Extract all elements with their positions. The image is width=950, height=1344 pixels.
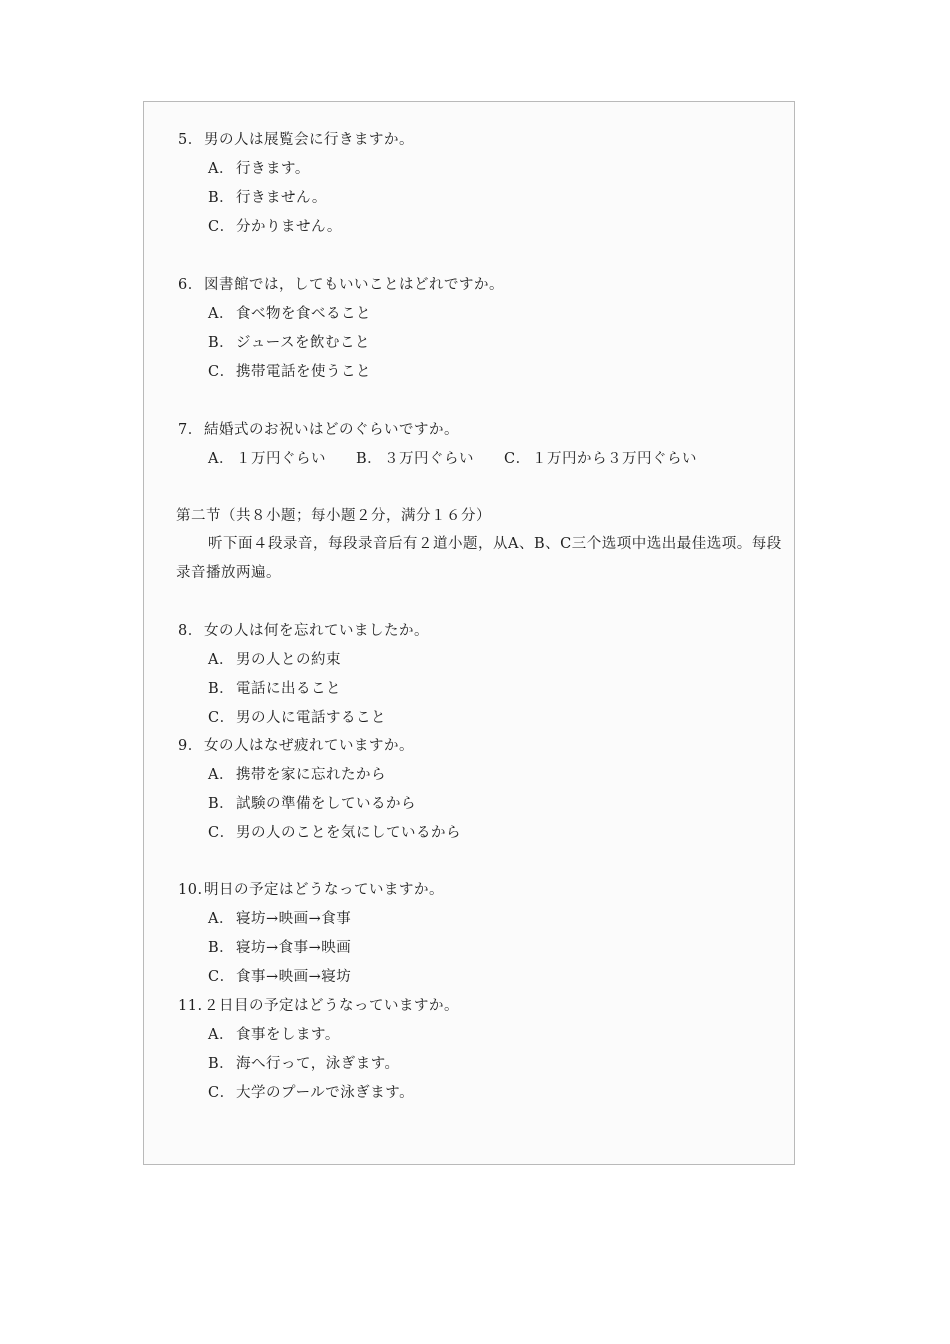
question-text: 明日の予定はどうなっていますか。 [204, 882, 444, 898]
option-label: C． [208, 1085, 235, 1101]
section-instruction: 听下面４段录音，每段录音后有２道小题，从A、B、C三个选项中选出最佳选项。每段录音播放两遍。 [176, 536, 782, 581]
question-text: 女の人はなぜ疲れていますか。 [204, 738, 414, 754]
question-5 [178, 130, 414, 150]
question-number: 11. [178, 998, 203, 1014]
question-text: 結婚式のお祝いはどのぐらいですか。 [204, 422, 459, 438]
option [208, 449, 326, 469]
question-text: 女の人は何を忘れていましたか。 [204, 623, 429, 639]
option [208, 823, 461, 843]
option-label: C． [504, 451, 531, 467]
question-text: 男の人は展覧会に行きますか。 [204, 132, 414, 148]
option [208, 217, 342, 237]
option-text: 行きます。 [236, 161, 310, 177]
option [208, 967, 351, 987]
option [208, 708, 386, 728]
question-7 [178, 420, 459, 440]
option-label: A． [208, 161, 234, 177]
option [208, 304, 371, 324]
option-label: A． [208, 652, 234, 668]
option-label: C． [208, 219, 235, 235]
question-number: 7． [178, 422, 203, 438]
option-label: B． [208, 681, 235, 697]
option-text: １万円から３万円ぐらい [532, 451, 697, 467]
option-text: 分かりません。 [236, 219, 342, 235]
option-text: ３万円ぐらい [384, 451, 474, 467]
option [208, 1054, 400, 1074]
option-label: C． [208, 825, 235, 841]
option [208, 909, 351, 929]
option [208, 650, 341, 670]
option [208, 938, 351, 958]
question-10 [178, 880, 444, 900]
option [208, 362, 371, 382]
option [208, 679, 341, 699]
option-text: 試験の準備をしているから [236, 796, 416, 812]
question-number: 6． [178, 277, 203, 293]
option-label: B． [208, 335, 235, 351]
option [208, 1083, 414, 1103]
question-11 [178, 996, 459, 1016]
option-text: １万円ぐらい [236, 451, 326, 467]
option [208, 765, 386, 785]
option-text: 海へ行って，泳ぎます。 [236, 1056, 400, 1072]
option-text: 食事をします。 [236, 1027, 340, 1043]
section-title: 第二节（共８小题；每小题２分，满分１６分） [176, 508, 491, 524]
option-text: 携帯を家に忘れたから [236, 767, 386, 783]
option-row [208, 449, 727, 469]
option-text: 寝坊→食事→映画 [236, 940, 352, 956]
option-label: A． [208, 911, 234, 927]
option-label: A． [208, 451, 234, 467]
option [208, 333, 370, 353]
question-number: 10. [178, 882, 203, 898]
option-text: 携帯電話を使うこと [236, 364, 371, 380]
option [208, 159, 310, 179]
question-number: 8． [178, 623, 203, 639]
option-text: 大学のプールで泳ぎます。 [236, 1085, 415, 1101]
option [208, 794, 416, 814]
question-text: 図書館では，してもいいことはどれですか。 [204, 277, 504, 293]
question-number: 9． [178, 738, 203, 754]
option-text: 食べ物を食べること [236, 306, 371, 322]
option-text: 寝坊→映画→食事 [236, 911, 352, 927]
option-label: C． [208, 969, 235, 985]
option-label: B． [208, 1056, 235, 1072]
option-text: 男の人に電話すること [236, 710, 386, 726]
option-label: B． [208, 796, 235, 812]
question-number: 5． [178, 132, 203, 148]
option-label: B． [208, 190, 235, 206]
question-text: ２日目の予定はどうなっていますか。 [204, 998, 459, 1014]
option [208, 188, 327, 208]
option-label: B． [356, 451, 383, 467]
question-8 [178, 621, 429, 641]
option-label: A． [208, 767, 234, 783]
option [208, 1025, 340, 1045]
question-9 [178, 736, 414, 756]
question-6 [178, 275, 504, 295]
option [504, 449, 697, 469]
option-text: 食事→映画→寝坊 [236, 969, 352, 985]
option [356, 449, 474, 469]
option-text: 行きません。 [236, 190, 327, 206]
option-text: ジュースを飲むこと [236, 335, 370, 351]
option-text: 男の人のことを気にしているから [236, 825, 461, 841]
option-label: B． [208, 940, 235, 956]
option-label: C． [208, 364, 235, 380]
scanned-page [143, 101, 795, 1165]
option-label: A． [208, 306, 234, 322]
option-label: A． [208, 1027, 234, 1043]
option-text: 電話に出ること [236, 681, 341, 697]
option-text: 男の人との約束 [236, 652, 341, 668]
option-label: C． [208, 710, 235, 726]
